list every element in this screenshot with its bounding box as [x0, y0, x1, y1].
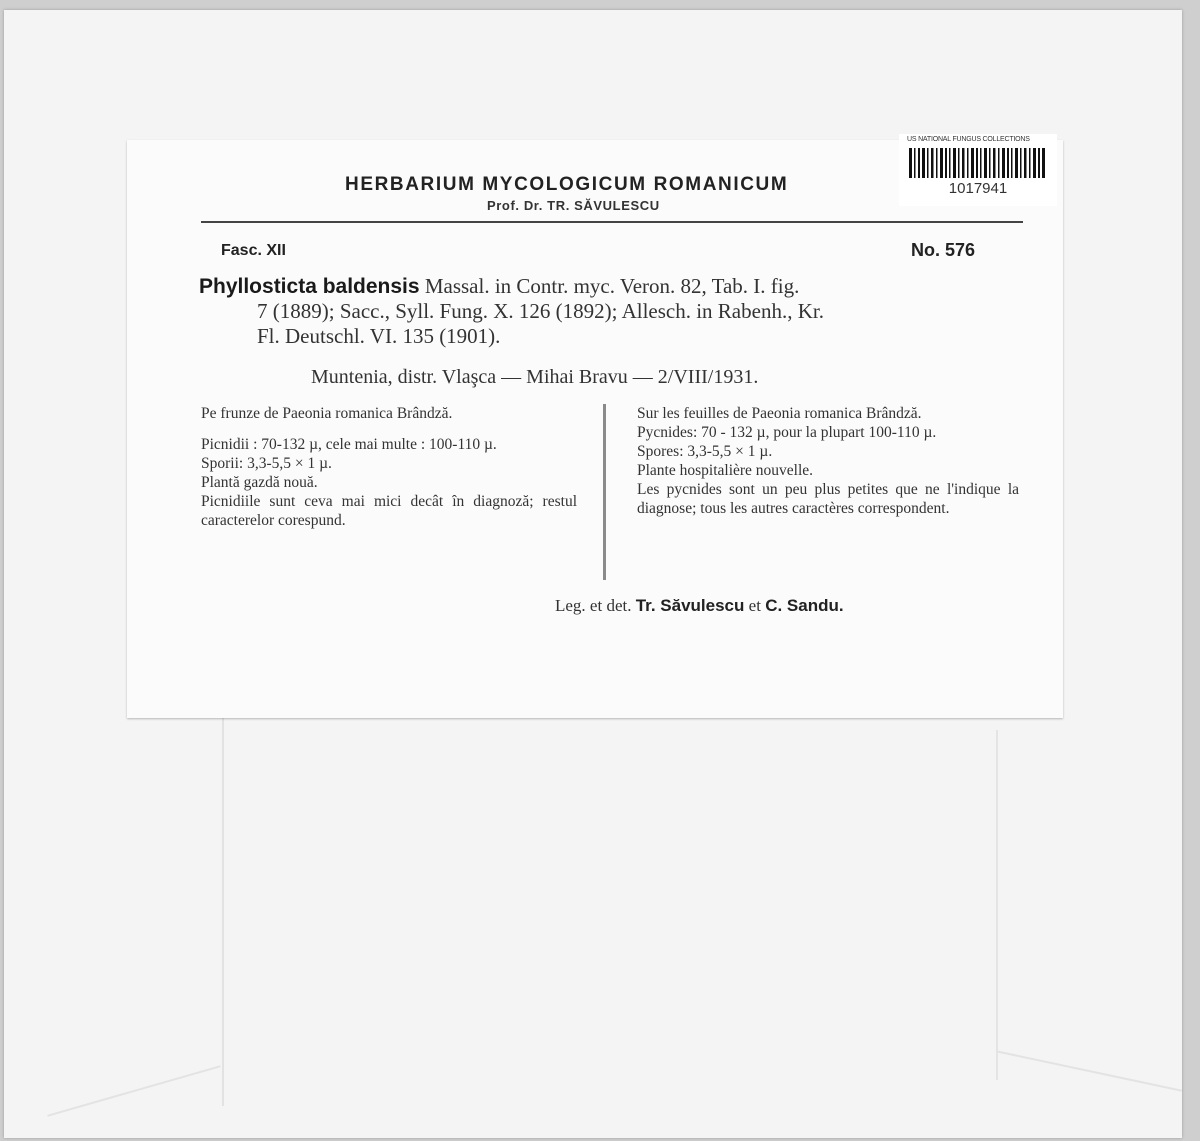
spores-french: Spores: 3,3-5,5 × 1 µ.	[637, 443, 773, 460]
barcode-icon	[909, 148, 1047, 178]
host-romanian: Pe frunze de Paeonia romanica Brândză.	[201, 405, 453, 422]
barcode-sticker	[899, 134, 1057, 206]
envelope-fold-diagonal-right	[996, 1050, 1182, 1091]
new-host-french: Plante hospitalière nouvelle.	[637, 462, 814, 479]
remark-romanian: Picnidiile sunt ceva mai mici decât în diagnoză; restul caracterelor corespund.	[201, 493, 577, 529]
citation-line-2: 7 (1889); Sacc., Syll. Fung. X. 126 (1892); Allesch. in Rabenh., Kr.	[257, 299, 824, 323]
collector-name-1: Tr. Săvulescu	[635, 596, 745, 615]
barcode-collection-name: US NATIONAL FUNGUS COLLECTIONS	[907, 136, 1030, 143]
specimen-label	[127, 136, 1063, 718]
pycnidia-french: Pycnides: 70 - 132 µ, pour la plupart 100-110 µ.	[637, 424, 937, 441]
remark-french: Les pycnides sont un peu plus petites que ne l'indique la diagnose; tous les autres caractères correspondent.	[637, 481, 1019, 517]
collector-conjunction: et	[748, 596, 761, 615]
column-divider	[603, 404, 606, 580]
citation-line-1: Massal. in Contr. myc. Veron. 82, Tab. I. fig.	[424, 274, 800, 298]
collector-prefix: Leg. et det.	[555, 596, 632, 615]
spores-romanian: Sporii: 3,3-5,5 × 1 µ.	[201, 455, 332, 472]
exsiccata-number: No. 576	[911, 240, 976, 260]
french-description	[637, 404, 1019, 518]
new-host-romanian: Plantă gazdă nouă.	[201, 474, 318, 491]
envelope-fold-right	[996, 730, 998, 1080]
header-rule	[201, 221, 1023, 223]
romanian-description	[201, 404, 577, 530]
host-french: Sur les feuilles de Paeonia romanica Brândză.	[637, 405, 922, 422]
herbarium-subtitle: Prof. Dr. TR. SĂVULESCU	[487, 198, 660, 213]
barcode-number: 1017941	[948, 180, 1008, 197]
citation-line-3: Fl. Deutschl. VI. 135 (1901).	[257, 324, 501, 348]
herbarium-title: HERBARIUM MYCOLOGICUM ROMANICUM	[345, 174, 789, 195]
species-citation	[199, 274, 1029, 349]
collector-name-2: C. Sandu.	[765, 596, 844, 615]
pycnidia-romanian: Picnidii : 70-132 µ, cele mai multe : 100-110 µ.	[201, 436, 497, 453]
collection-locality: Muntenia, distr. Vlaşca — Mihai Bravu — 2/VIII/1931.	[311, 366, 759, 388]
fascicle-number: Fasc. XII	[221, 242, 286, 259]
collector-line	[555, 596, 844, 616]
species-name: Phyllosticta baldensis	[199, 275, 420, 298]
